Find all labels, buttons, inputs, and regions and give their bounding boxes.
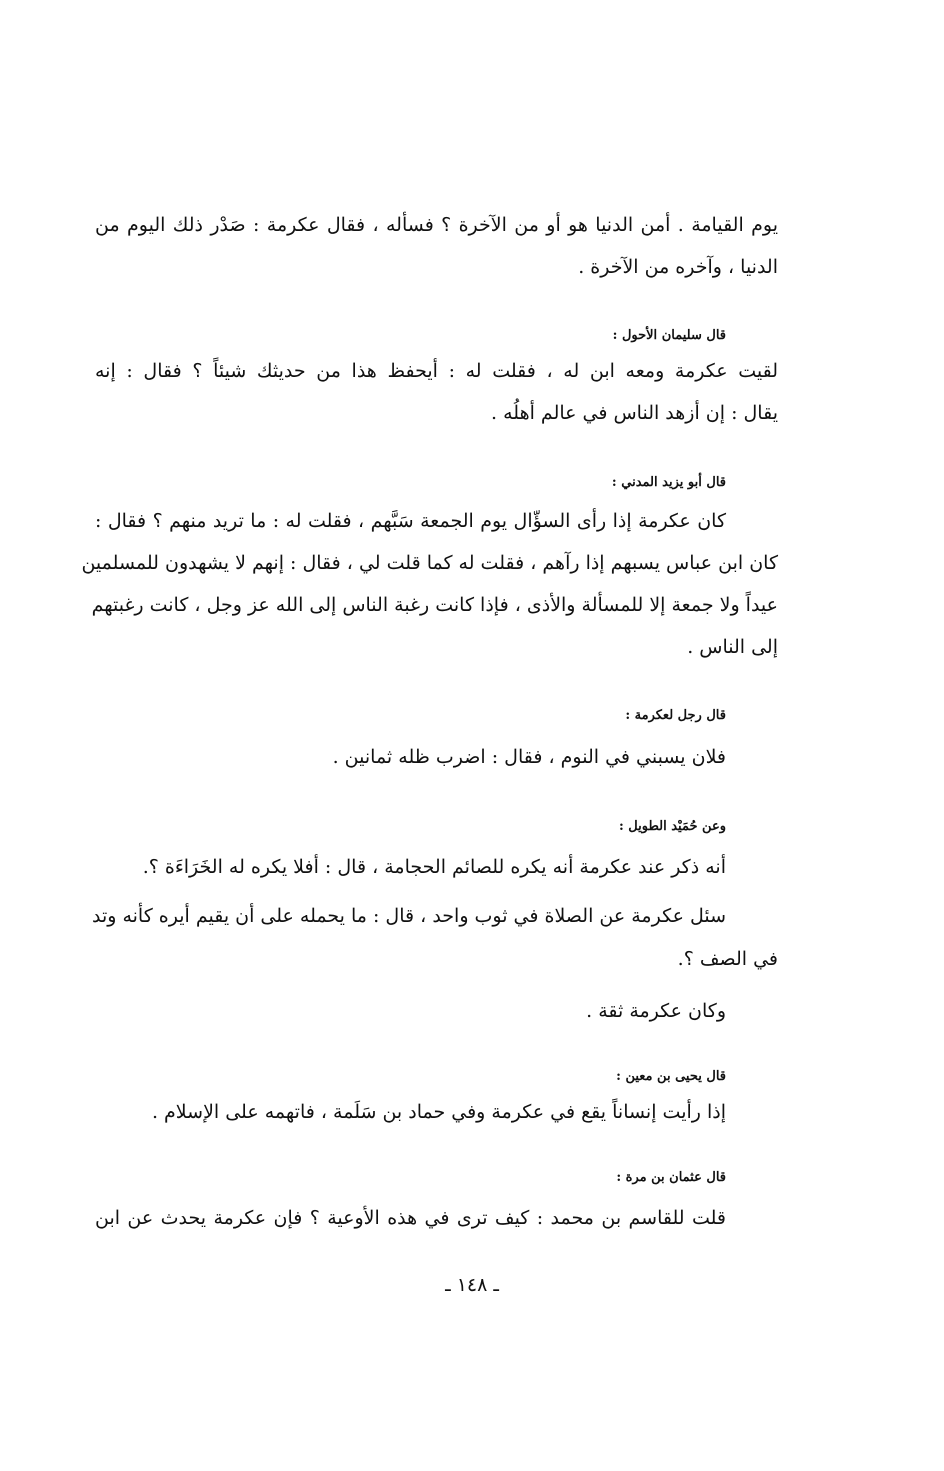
paragraph-line: عيداً ولا جمعة إلا للمسألة والأذى ، فإذا كانت رغبة الناس إلى الله عز وجل ، كانت رغبتهم [91, 594, 778, 616]
paragraph-line: لقيت عكرمة ومعه ابن له ، فقلت له : أيحفظ هذا من حديثك شيئاً ؟ فقال : إنه [95, 360, 778, 382]
paragraph-line: يوم القيامة . أمن الدنيا هو أو من الآخرة ؟ فسأله ، فقال عكرمة : صَدْر ذلك اليوم من [95, 214, 778, 236]
page-number: ـ ١٤٨ ـ [445, 1274, 499, 1296]
paragraph-line: فلان يسبني في النوم ، فقال : اضرب ظله ثمانين . [332, 746, 726, 768]
paragraph-line: إلى الناس . [687, 636, 778, 658]
section-heading: قال سليمان الأحول : [612, 328, 726, 343]
paragraph-line: قلت للقاسم بن محمد : كيف ترى في هذه الأوعية ؟ فإن عكرمة يحدث عن ابن [95, 1207, 726, 1229]
section-heading: وعن حُمَيْد الطويل : [618, 819, 726, 834]
paragraph-line: يقال : إن أزهد الناس في عالم أهلُه . [491, 402, 778, 424]
paragraph-line: كان عكرمة إذا رأى السؤّال يوم الجمعة سَبَّهم ، فقلت له : ما تريد منهم ؟ فقال : [95, 510, 726, 532]
paragraph-line: في الصف ؟. [677, 948, 778, 970]
paragraph-line: الدنيا ، وآخره من الآخرة . [578, 256, 778, 278]
section-heading: قال يحيى بن معين : [616, 1069, 726, 1084]
paragraph-line: أنه ذكر عند عكرمة أنه يكره للصائم الحجامة ، قال : أفلا يكره له الخَرَاءَة ؟. [142, 856, 726, 878]
paragraph-line: كان ابن عباس يسبهم إذا رآهم ، فقلت له كما قلت لي ، فقال : إنهم لا يشهدون للمسلمين [81, 552, 778, 574]
paragraph-line: إذا رأيت إنساناً يقع في عكرمة وفي حماد بن سَلَمة ، فاتهمه على الإسلام . [151, 1101, 726, 1123]
section-heading: قال عثمان بن مرة : [616, 1170, 726, 1185]
paragraph-line: وكان عكرمة ثقة . [586, 1000, 726, 1022]
section-heading: قال أبو يزيد المدني : [611, 475, 726, 490]
section-heading: قال رجل لعكرمة : [625, 708, 726, 723]
paragraph-line: سئل عكرمة عن الصلاة في ثوب واحد ، قال : ما يحمله على أن يقيم أيره كأنه وتد [91, 905, 726, 927]
